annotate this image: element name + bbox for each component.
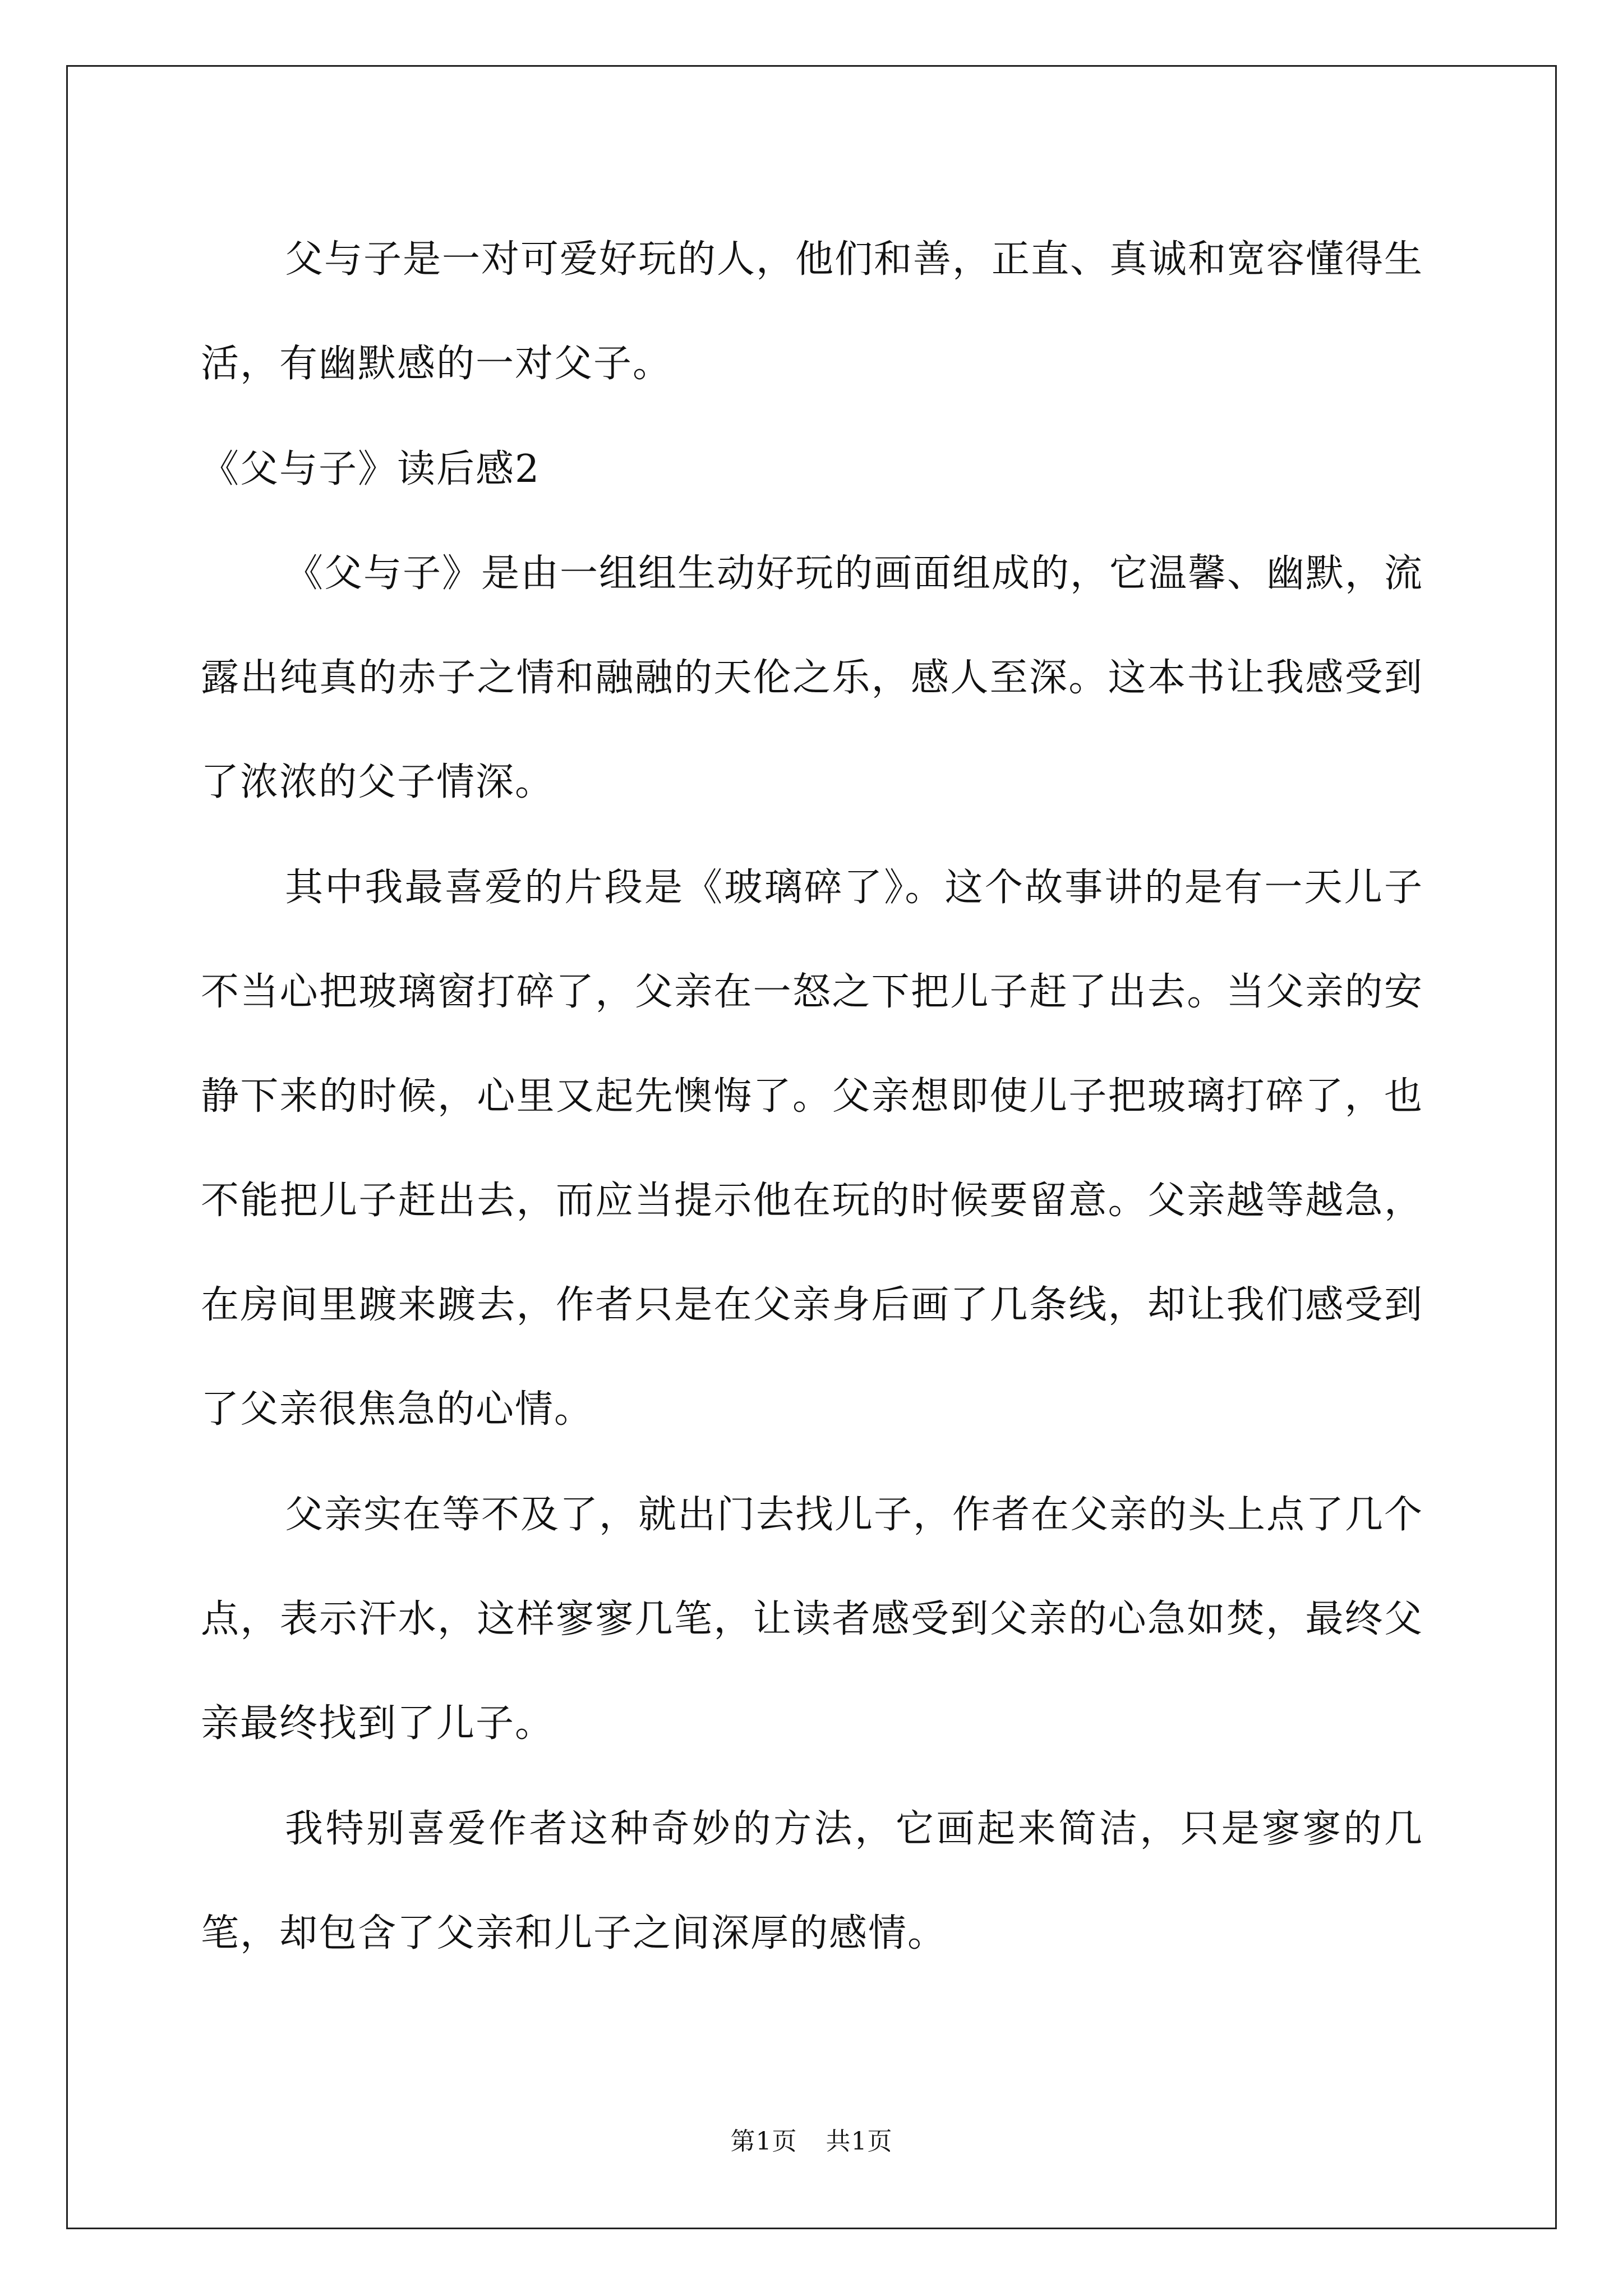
- document-body: [201, 208, 1423, 1987]
- paragraph: 父与子是一对可爱好玩的人，他们和善，正直、真诚和宽容懂得生活，有幽默感的一对父子。: [201, 237, 1424, 386]
- paragraph: 其中我最喜爱的片段是《玻璃碎了》。这个故事讲的是有一天儿子不当心把玻璃窗打碎了，父亲在一怒之下把儿子赶了出去。当父亲的安静下来的时候，心里又起先懊悔了。父亲想即使儿子把玻璃打碎了，也不能把儿子赶出去，而应当提示他在玩的时候要留意。父亲越等越急，在房间里踱来踱去，作者只是在父亲身后画了几条线，却让我们感受到了父亲很焦急的心情。: [201, 866, 1423, 1432]
- section-heading: 《父与子》读后感2: [201, 447, 541, 491]
- paragraph: 《父与子》是由一组组生动好玩的画面组成的，它温馨、幽默，流露出纯真的赤子之情和融融的天伦之乐，感人至深。这本书让我感受到了浓浓的父子情深。: [201, 551, 1424, 804]
- page-footer: [0, 2125, 1623, 2159]
- paragraph: 父亲实在等不及了，就出门去找儿子，作者在父亲的头上点了几个点，表示汗水，这样寥寥几笔，让读者感受到父亲的心急如焚，最终父亲最终找到了儿子。: [201, 1493, 1424, 1746]
- page-total: 共1页: [826, 2127, 893, 2156]
- paragraph: 我特别喜爱作者这种奇妙的方法，它画起来简洁，只是寥寥的几笔，却包含了父亲和儿子之间深厚的感情。: [201, 1807, 1423, 1955]
- page-number: 第1页: [730, 2127, 797, 2156]
